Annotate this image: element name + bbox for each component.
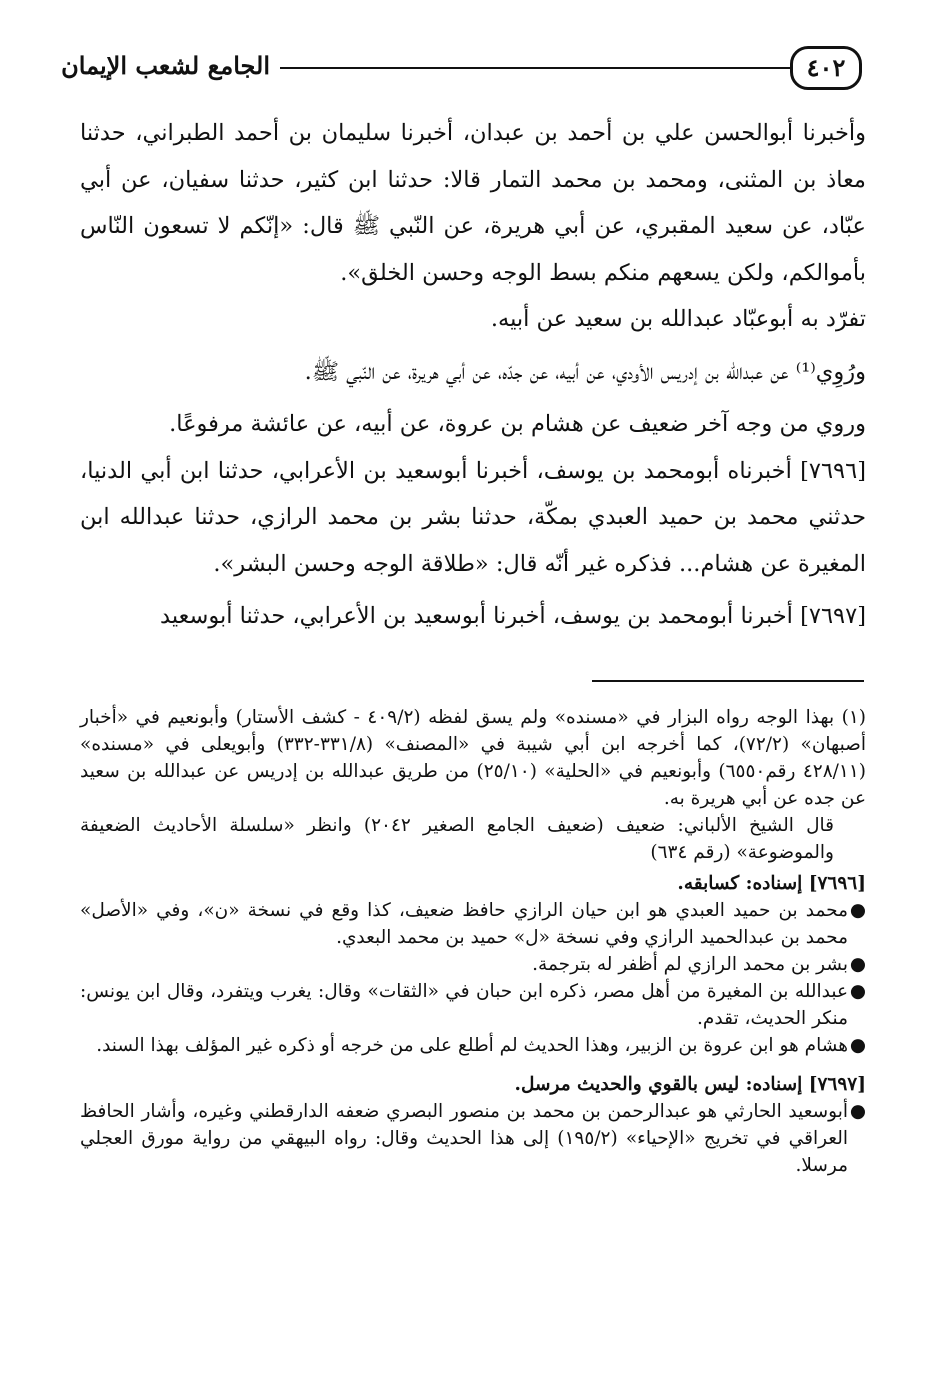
section-7697-heading: [٧٦٩٧] إسناده: ليس بالقوي والحديث مرسل. xyxy=(514,1074,866,1095)
hadith-paragraph-7696: [٧٦٩٦] أخبرناه أبومحمد بن يوسف، أخبرنا أبوسعيد بن الأعرابي، حدثنا ابن أبي الدنيا، حدثني محمد بن حميد العبدي بمكّة، حدثنا بشر بن محمد الرازي، حدثنا عبدالله ابن المغيرة عن هشام... فذكره غير أنّه قال: «طلاقة الوجه وحسن البشر». xyxy=(80,457,866,577)
bullet-icon: ● xyxy=(849,900,866,921)
narration-note: تفرّد به أبوعبّاد عبدالله بن سعيد عن أبيه. xyxy=(490,306,866,332)
footnotes xyxy=(80,704,866,1179)
list-item xyxy=(80,978,866,1032)
book-title: الجامع لشعب الإيمان xyxy=(61,51,270,80)
footnote-1: (١) بهذا الوجه رواه البزار في «مسنده» ولم يسق لفظه (٤٠٩/٢ - كشف الأستار) وأبونعيم في «أخبار أصبهان» (٧٢/٢)، كما أخرجه ابن أبي شيبة في «المصنف» (٣٣١/٨-٣٣٢) وأبويعلى في «مسنده» (٤٢٨/١١ رقم٦٥٥٠) وأبونعيم في «الحلية» (٢٥/١٠) من طريق عبدالله بن إدريس عن عبدالله بن سعيد عن جده عن أبي هريرة به. xyxy=(80,707,866,809)
hadith-paragraph: وأخبرنا أبوالحسن علي بن أحمد بن عبدان، أخبرنا سليمان بن أحمد الطبراني، حدثنا معاذ بن المثنى، ومحمد بن محمد التمار قالا: حدثنا ابن كثير، حدثنا سفيان، عن أبي عبّاد، عن سعيد المقبري، عن أبي هريرة، عن النّبي ﷺ قال: «إنّكم لا تسعون النّاس بأموالكم، ولكن يسعهم منكم بسط الوجه وحسن الخلق». xyxy=(80,120,866,286)
header-rule xyxy=(280,67,790,69)
list-item xyxy=(80,1098,866,1179)
hadith-paragraph-7697: [٧٦٩٧] أخبرنا أبومحمد بن يوسف، أخبرنا أبوسعيد بن الأعرابي، حدثنا أبوسعيد xyxy=(160,603,866,629)
section-7696-heading: [٧٦٩٦] إسناده: كسابقه. xyxy=(677,873,866,894)
list-item xyxy=(80,1032,866,1059)
footnote-separator xyxy=(592,680,864,682)
main-text xyxy=(80,110,866,640)
narration-note: وروي من وجه آخر ضعيف عن هشام بن عروة، عن أبيه، عن عائشة مرفوعًا. xyxy=(169,411,866,437)
bullet-icon: ● xyxy=(849,954,866,975)
bullet-icon: ● xyxy=(849,1101,866,1122)
bullet-icon: ● xyxy=(849,1035,866,1056)
list-item-text: أبوسعيد الحارثي هو عبدالرحمن بن محمد بن منصور البصري ضعفه الدارقطني وغيره، وأشار الحافظ العراقي في تخريج «الإحياء» (١٩٥/٢) إلى هذا الحديث وقال: رواه البيهقي من رواية مورق العجلي مرسلا. xyxy=(80,1101,848,1176)
footnote-1-albani: قال الشيخ الألباني: ضعيف (ضعيف الجامع الصغير ٢٠٤٢) وانظر «سلسلة الأحاديث الضعيفة والموضوعة» (رقم ٦٣٤) xyxy=(80,815,834,863)
list-item-text: محمد بن حميد العبدي هو ابن حيان الرازي حافظ ضعيف، كذا وقع في نسخة «ن»، وفي «الأصل» محمد بن عبدالحميد الرازي وفي نسخة «ل» حميد بن محمد البعدي. xyxy=(80,900,848,948)
list-item xyxy=(80,897,866,951)
narration-note: ورُوِي⁽¹⁾ عن عبدالله بن إدريس الأودي، عن أبيه، عن جدّه، عن أبي هريرة، عن النّبي ﷺ. xyxy=(304,358,866,385)
list-item xyxy=(80,951,866,978)
list-item-text: بشر بن محمد الرازي لم أظفر له بترجمة. xyxy=(532,954,848,975)
bullet-icon: ● xyxy=(849,981,866,1002)
list-item-text: هشام هو ابن عروة بن الزبير، وهذا الحديث لم أطلع على من خرجه أو ذكره غير المؤلف بهذا السند. xyxy=(96,1035,848,1056)
page-number-badge: ٤٠٢ xyxy=(790,46,862,90)
list-item-text: عبدالله بن المغيرة من أهل مصر، ذكره ابن حبان في «الثقات» وقال: يغرب ويتفرد، وقال ابن يونس: منكر الحديث، تقدم. xyxy=(80,981,848,1029)
page-header xyxy=(0,36,942,116)
